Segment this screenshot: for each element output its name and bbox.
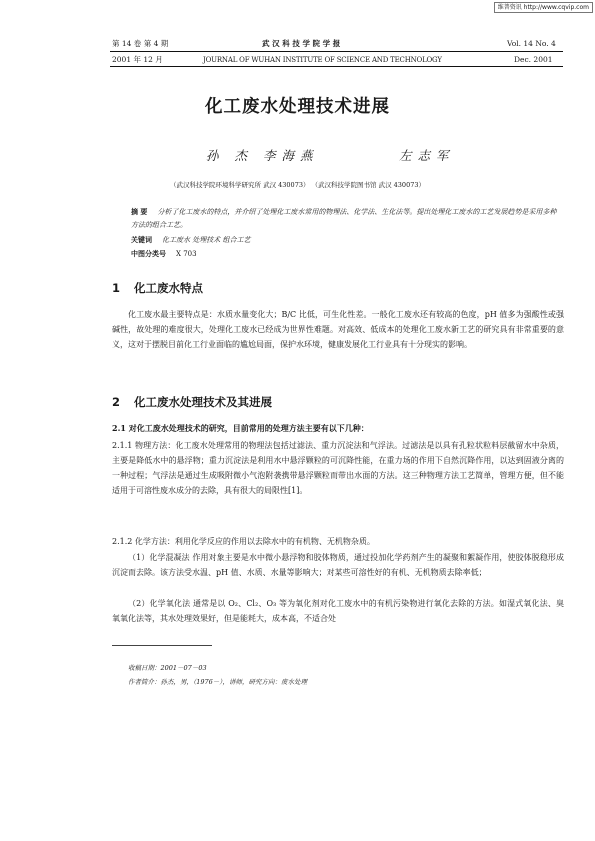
section-title: 化工废水特点 — [134, 281, 203, 295]
keywords-block — [131, 234, 563, 247]
section-heading-2 — [112, 394, 272, 410]
paragraph-section1: 化工废水最主要特点是：水质水量变化大；B/C 比低，可生化性差。一般化工废水还有较高的色度，pH 值多为强酸性或强碱性，故处理的难度很大，处理化工废水已经成为世界性难题。对高效、低成本的处理化工废水新工艺的研究具有非常重要的意义，这对于摆脱目前化工行业面临的尴尬局面，保护水环境，健康发展化工行业具有十分现实的影响。 — [112, 310, 564, 349]
abstract-label: 摘 要 — [131, 207, 148, 216]
section-number: 2 — [112, 395, 121, 409]
watermark-badge: 维普资讯 http://www.cqvip.com — [494, 2, 593, 13]
authors-primary: 孙 杰 李海燕 — [206, 148, 319, 163]
paragraph-2-1-1: 2.1.1 物理方法：化工废水处理常用的物理法包括过滤法、重力沉淀法和气浮法。过滤法是以具有孔粒状粒料层截留水中杂质，主要是降低水中的悬浮物；重力沉淀法是利用水中悬浮颗粒的可沉降性能，在重力场的作用下自然沉降作用，以达到固液分离的一种过程；气浮法是通过生成吸附微小气泡附袭携带悬浮颗粒而带出水面的方法。这三种物理方法工艺简单，管理方便，但不能适用于可溶性废水成分的去除，具有很大的局限性[1]。 — [112, 441, 564, 495]
header-volume-issue-en: Vol. 14 No. 4 — [507, 39, 556, 48]
header-rule-top — [110, 51, 563, 52]
section-heading-1 — [112, 280, 203, 296]
paragraph-oxidation: （2）化学氧化法 通常是以 O₂、Cl₂、O₃ 等为氧化剂对化工废水中的有机污染物进行氧化去除的方法。如湿式氧化法、臭氧氧化法等，其水处理效果好，但是能耗大，成本高，不适合处 — [112, 599, 564, 623]
section-number: 1 — [112, 281, 121, 295]
section-title: 化工废水处理技术及其进展 — [134, 395, 272, 409]
header-volume-issue: 第 14 卷 第 4 期 — [112, 39, 169, 48]
affiliations: （武汉科技学院环境科学研究所 武汉 430073） （武汉科技学院图书馆 武汉 430073） — [170, 181, 425, 189]
abstract-text: 分析了化工废水的特点，并介绍了处理化工废水常用的物理法、化学法、生化法等。提出处理化工废水的工艺发展趋势是采用多种方法的组合工艺。 — [131, 208, 557, 229]
keywords-text: 化工废水 处理技术 组合工艺 — [162, 236, 251, 244]
paper-title: 化工废水处理技术进展 — [205, 97, 390, 117]
header-date: 2001 年 12 月 — [112, 55, 163, 64]
footnote-author-bio: 作者简介：孙杰，男，（1976－），讲师，研究方向：废水处理 — [128, 678, 308, 686]
classification-text: X 703 — [176, 250, 197, 258]
classification-label: 中图分类号 — [131, 249, 166, 258]
abstract-block — [131, 206, 563, 231]
paragraph-2-1: 2.1 对化工废水处理技术的研究，目前常用的处理方法主要有以下几种： — [112, 423, 369, 433]
header-rule-bottom — [110, 66, 563, 67]
keywords-label: 关键词 — [131, 235, 152, 244]
header-date-en: Dec. 2001 — [514, 55, 553, 64]
classification-block — [131, 248, 563, 261]
header-journal-title-en: JOURNAL OF WUHAN INSTITUTE OF SCIENCE AND TECHNOLOGY — [203, 56, 442, 64]
paragraph-2-1-2: 2.1.2 化学方法：利用化学反应的作用以去除水中的有机物、无机物杂质。 — [112, 537, 375, 546]
footnote-received-date: 收稿日期：2001－07－03 — [128, 664, 207, 672]
header-journal-title: 武 汉 科 技 学 院 学 报 — [262, 39, 341, 48]
paragraph-coagulation: （1）化学混凝法 作用对象主要是水中微小悬浮物和胶体物质，通过投加化学药剂产生的凝聚和絮凝作用，使胶体脱稳形成沉淀而去除。该方法受水温、pH 值、水质、水量等影响大；对某些可溶性好的有机、无机物质去除率低； — [112, 553, 564, 577]
footnote-rule — [112, 645, 212, 646]
authors-secondary: 左志军 — [399, 148, 455, 163]
